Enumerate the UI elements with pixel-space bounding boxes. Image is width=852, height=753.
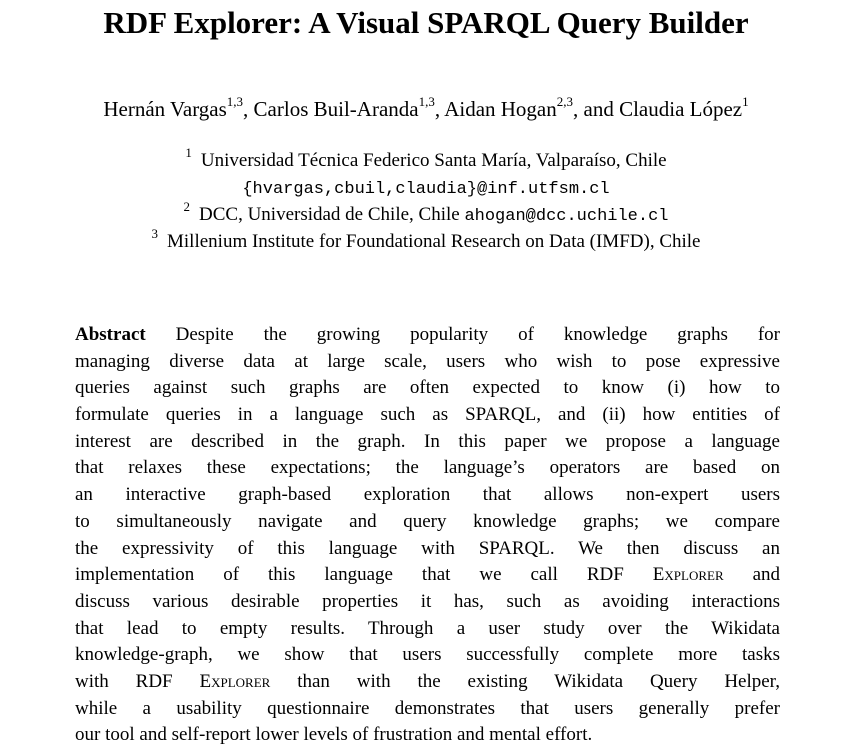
abstract-line: the expressivity of this language with SPARQL. We then discuss an xyxy=(75,537,780,559)
affiliation-1-email xyxy=(0,175,852,203)
author-affiliation-mark: 2,3 xyxy=(556,94,573,109)
paper-title: RDF Explorer: A Visual SPARQL Query Builder xyxy=(103,5,749,40)
affiliation-text: DCC, Universidad de Chile, Chile xyxy=(199,204,460,225)
tool-name: RDF Explorer xyxy=(586,564,724,586)
abstract-line: our tool and self-report lower levels of frustration and mental effort. xyxy=(75,724,593,746)
abstract-line: knowledge-graph, we show that users successfully complete more tasks xyxy=(75,644,780,666)
affiliation-text: Millenium Institute for Foundational Research on Data (IMFD), Chile xyxy=(167,231,701,252)
affiliation-mark: 3 xyxy=(151,225,158,241)
author-affiliation-mark: 1 xyxy=(742,94,749,109)
author-name: Carlos Buil-Aranda xyxy=(253,97,419,121)
affiliation-2 xyxy=(0,198,852,230)
email-address: ahogan@dcc.uchile.cl xyxy=(464,207,669,226)
author-name: Claudia López xyxy=(619,97,743,121)
author-affiliation-mark: 1,3 xyxy=(226,94,244,109)
affiliation-text: Universidad Técnica Federico Santa María, Valparaíso, Chile xyxy=(200,150,667,171)
abstract-text: and xyxy=(723,564,780,586)
affiliation-1 xyxy=(0,144,852,174)
abstract-line: to simultaneously navigate and query knowledge graphs; we compare xyxy=(75,510,780,532)
abstract-line xyxy=(75,562,780,589)
affiliation-mark: 2 xyxy=(183,198,190,214)
author-name: Hernán Vargas xyxy=(103,97,227,121)
author-list xyxy=(0,95,852,123)
affiliation-3 xyxy=(0,225,852,255)
abstract-text: than with the existing Wikidata Query Helper, xyxy=(270,670,781,692)
author-separator: , xyxy=(434,97,445,121)
abstract-text: Despite the growing popularity of knowledge graphs for xyxy=(145,324,780,345)
abstract-line: an interactive graph-based exploration that allows non-expert users xyxy=(75,484,780,506)
abstract-line xyxy=(75,669,780,696)
abstract-line: interest are described in the graph. In this paper we propose a language xyxy=(75,430,780,452)
author-name: Aidan Hogan xyxy=(444,97,557,121)
author-separator: , xyxy=(243,97,254,121)
abstract xyxy=(75,322,780,749)
abstract-line: while a usability questionnaire demonstrates that users generally prefer xyxy=(75,697,780,719)
email-address: {hvargas,cbuil,claudia}@inf.utfsm.cl xyxy=(242,180,610,199)
abstract-text: with xyxy=(75,670,109,692)
abstract-line: that lead to empty results. Through a user study over the Wikidata xyxy=(75,617,780,639)
abstract-line: discuss various desirable properties it has, such as avoiding interactions xyxy=(75,590,780,612)
abstract-heading: Abstract xyxy=(75,324,146,345)
abstract-line xyxy=(75,322,780,349)
abstract-line: formulate queries in a language such as SPARQL, and (ii) how entities of xyxy=(75,404,780,426)
abstract-line: managing diverse data at large scale, users who wish to pose expressive xyxy=(75,350,780,372)
abstract-line: queries against such graphs are often expected to know (i) how to xyxy=(75,377,780,399)
affiliation-mark: 1 xyxy=(185,144,192,160)
author-separator: , and xyxy=(573,97,620,121)
tool-name: RDF Explorer xyxy=(135,670,271,692)
abstract-line: that relaxes these expectations; the language’s operators are based on xyxy=(75,457,780,479)
abstract-text: implementation of this language that we call xyxy=(75,564,558,586)
author-affiliation-mark: 1,3 xyxy=(418,94,435,109)
